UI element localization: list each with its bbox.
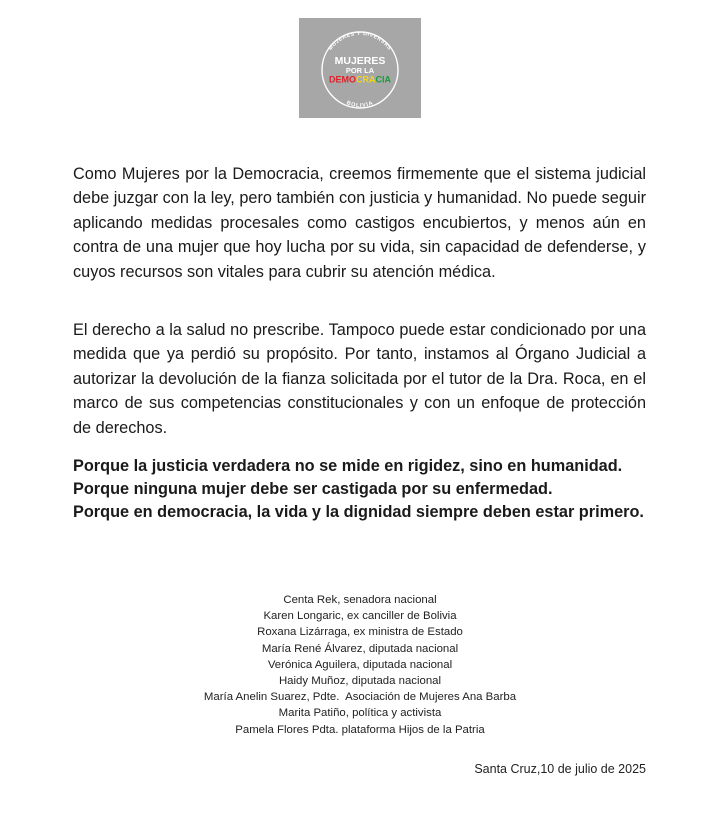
organization-logo xyxy=(299,18,421,118)
logo-democracia-part-1: CRA xyxy=(356,74,376,85)
logo-democracia-part-2: CIA xyxy=(375,74,391,85)
logo-democracia-part-0: DEMO xyxy=(329,74,356,85)
signatory: Centa Rek, senadora nacional xyxy=(283,594,437,606)
signatory: Roxana Lizárraga, ex ministra de Estado xyxy=(257,626,463,639)
logo-line-democracia xyxy=(329,75,392,85)
signatory: María Anelin Suarez, Pdte. Asociación de Mujeres Ana Barba xyxy=(203,691,517,704)
logo-line-mujeres: MUJERES xyxy=(334,55,386,67)
signatory: Haidy Muñoz, diputada nacional xyxy=(278,675,442,688)
logo-line-por-la: POR LA xyxy=(345,66,375,75)
signatory: Marita Patiño, política y activista xyxy=(278,707,442,720)
closing-statement-2: Porque ninguna mujer debe ser castigada por su enfermedad. xyxy=(73,480,553,498)
statement-paragraph-1: Como Mujeres por la Democracia, creemos firmemente que el sistema judicial debe juzgar con la ley, pero también con justicia y humanidad. No puede seguir aplicando medidas procesales como castigos encubiertos, y menos aún en contra de una mujer que hoy lucha por su vida, sin capacidad de defenderse, y cuyos recursos son vitales para cubrir su atención médica. xyxy=(73,165,646,281)
closing-statements xyxy=(73,455,646,524)
signatory: María René Álvarez, diputada nacional xyxy=(261,642,459,655)
statement-paragraph-2: El derecho a la salud no prescribe. Tampoco puede estar condicionado por una medida que ya perdió su propósito. Por tanto, instamos al Órgano Judicial a autorizar la devolución de la fianza solicitada por el tutor de la Dra. Roca, en el marco de sus competencias constitucionales y con un enfoque de protección de derechos. xyxy=(73,321,646,437)
logo-arc-top-text: MUJERES Y DIVERSAS xyxy=(327,30,393,52)
closing-statement-1: Porque la justicia verdadera no se mide en rigidez, sino en humanidad. xyxy=(73,457,623,475)
signatories-list xyxy=(130,592,590,738)
signatory: Karen Longaric, ex canciller de Bolivia xyxy=(263,610,457,623)
closing-statement-3: Porque en democracia, la vida y la dignidad siempre deben estar primero. xyxy=(73,503,644,521)
place-and-date: Santa Cruz,10 de julio de 2025 xyxy=(474,762,646,776)
signatory: Pamela Flores Pdta. plataforma Hijos de la Patria xyxy=(235,723,485,736)
logo-emblem xyxy=(299,18,421,118)
logo-arc-bottom-text: BOLIVIA xyxy=(345,100,375,110)
signatory: Verónica Aguilera, diputada nacional xyxy=(267,658,453,671)
